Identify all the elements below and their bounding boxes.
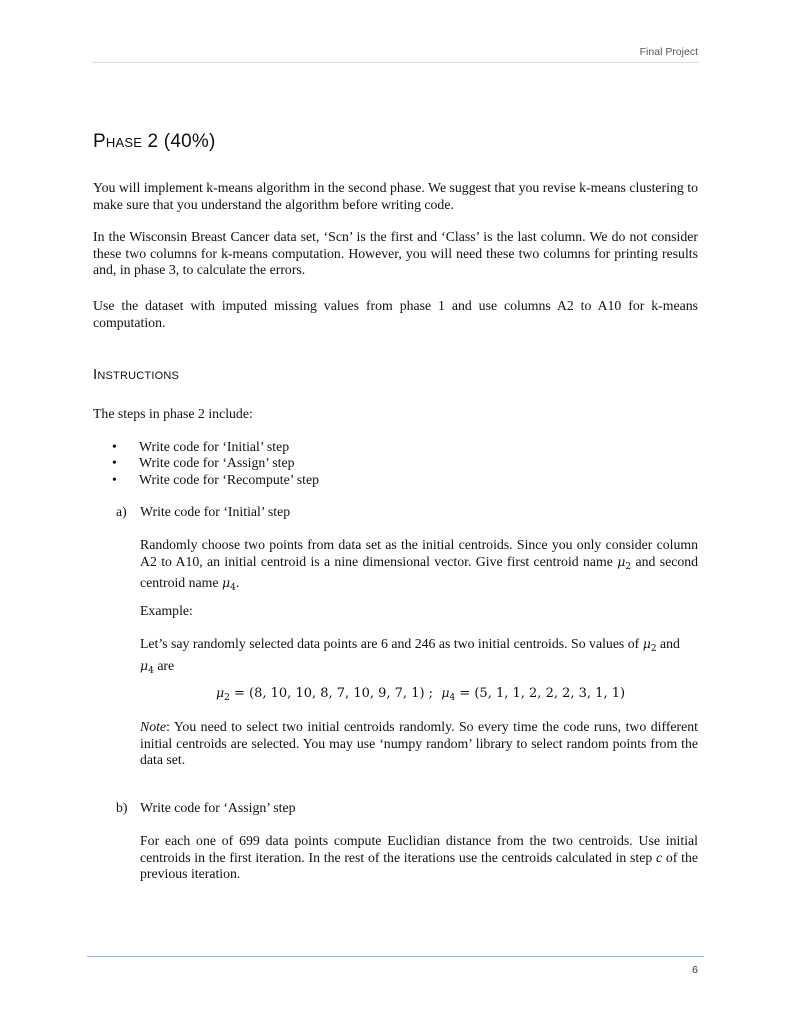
phase-paragraph-3: Use the dataset with imputed missing values from phase 1 and use columns A2 to A10 for k-means computation. (93, 298, 698, 330)
step-b-paragraph: For each one of 699 data points compute Euclidian distance from the two centroids. Use initial centroids in the first iteration. In the rest of the iterations use the centroids calculated in step c of the previous iteration. (140, 833, 698, 881)
phase-heading: Phase 2 (40%) (93, 131, 216, 152)
example-label: Example: (140, 603, 193, 618)
header-divider (92, 62, 699, 63)
bullet-icon: • (112, 439, 117, 454)
step-b-title: Write code for ‘Assign’ step (140, 800, 296, 815)
steps-list (112, 439, 319, 488)
list-item: • Write code for ‘Assign’ step (112, 455, 295, 471)
instructions-intro: The steps in phase 2 include: (93, 406, 253, 421)
bullet-icon: • (112, 455, 117, 471)
list-item: • Write code for ‘Recompute’ step (112, 471, 320, 487)
phase-paragraph-1: You will implement k-means algorithm in the second phase. We suggest that you revise k-means clustering to make sure that you understand the algorithm before writing code. (93, 180, 698, 212)
bullet-icon: • (112, 471, 117, 487)
centroid-formula: $\mu_2 = (8$, 10, 10, 8, 7, 10, 9, 7, 1) ; $\mu_4 = (5$, 1, 1, 2, 2, 2, 3, 1, 1) (216, 685, 626, 703)
running-header: Final Project (639, 46, 698, 58)
footer-divider (87, 956, 704, 957)
list-item: • Write code for ‘Initial’ step (112, 439, 290, 454)
note-paragraph: Note: You need to select two initial centroids randomly. So every time the code runs, two different initial centroids are selected. You may use ‘numpy random’ library to select random points from the data set. (140, 719, 698, 767)
step-b-marker: b) (116, 800, 128, 815)
step-a-marker: a) (116, 504, 127, 519)
example-paragraph: Let’s say randomly selected data points are 6 and 246 as two initial centroids. So values of $\mu_2$ and $\mu_4$ are (140, 636, 680, 676)
step-a-title: Write code for ‘Initial’ step (140, 504, 291, 519)
phase-paragraph-2: In the Wisconsin Breast Cancer data set, ‘Scn’ is the first and ‘Class’ is the last column. We do not consider these two columns for k-means computation. However, you will need these two columns for printing results and, in phase 3, to calculate the errors. (93, 229, 698, 277)
page-number: 6 (692, 964, 698, 976)
step-a-paragraph: Randomly choose two points from data set as the initial centroids. Since you only consider column A2 to A10, an initial centroid is a nine dimensional vector. Give first centroid name $\mu_2$ and second centroid name $\mu_4$. (140, 537, 699, 593)
instructions-heading: Instructions (93, 366, 180, 383)
